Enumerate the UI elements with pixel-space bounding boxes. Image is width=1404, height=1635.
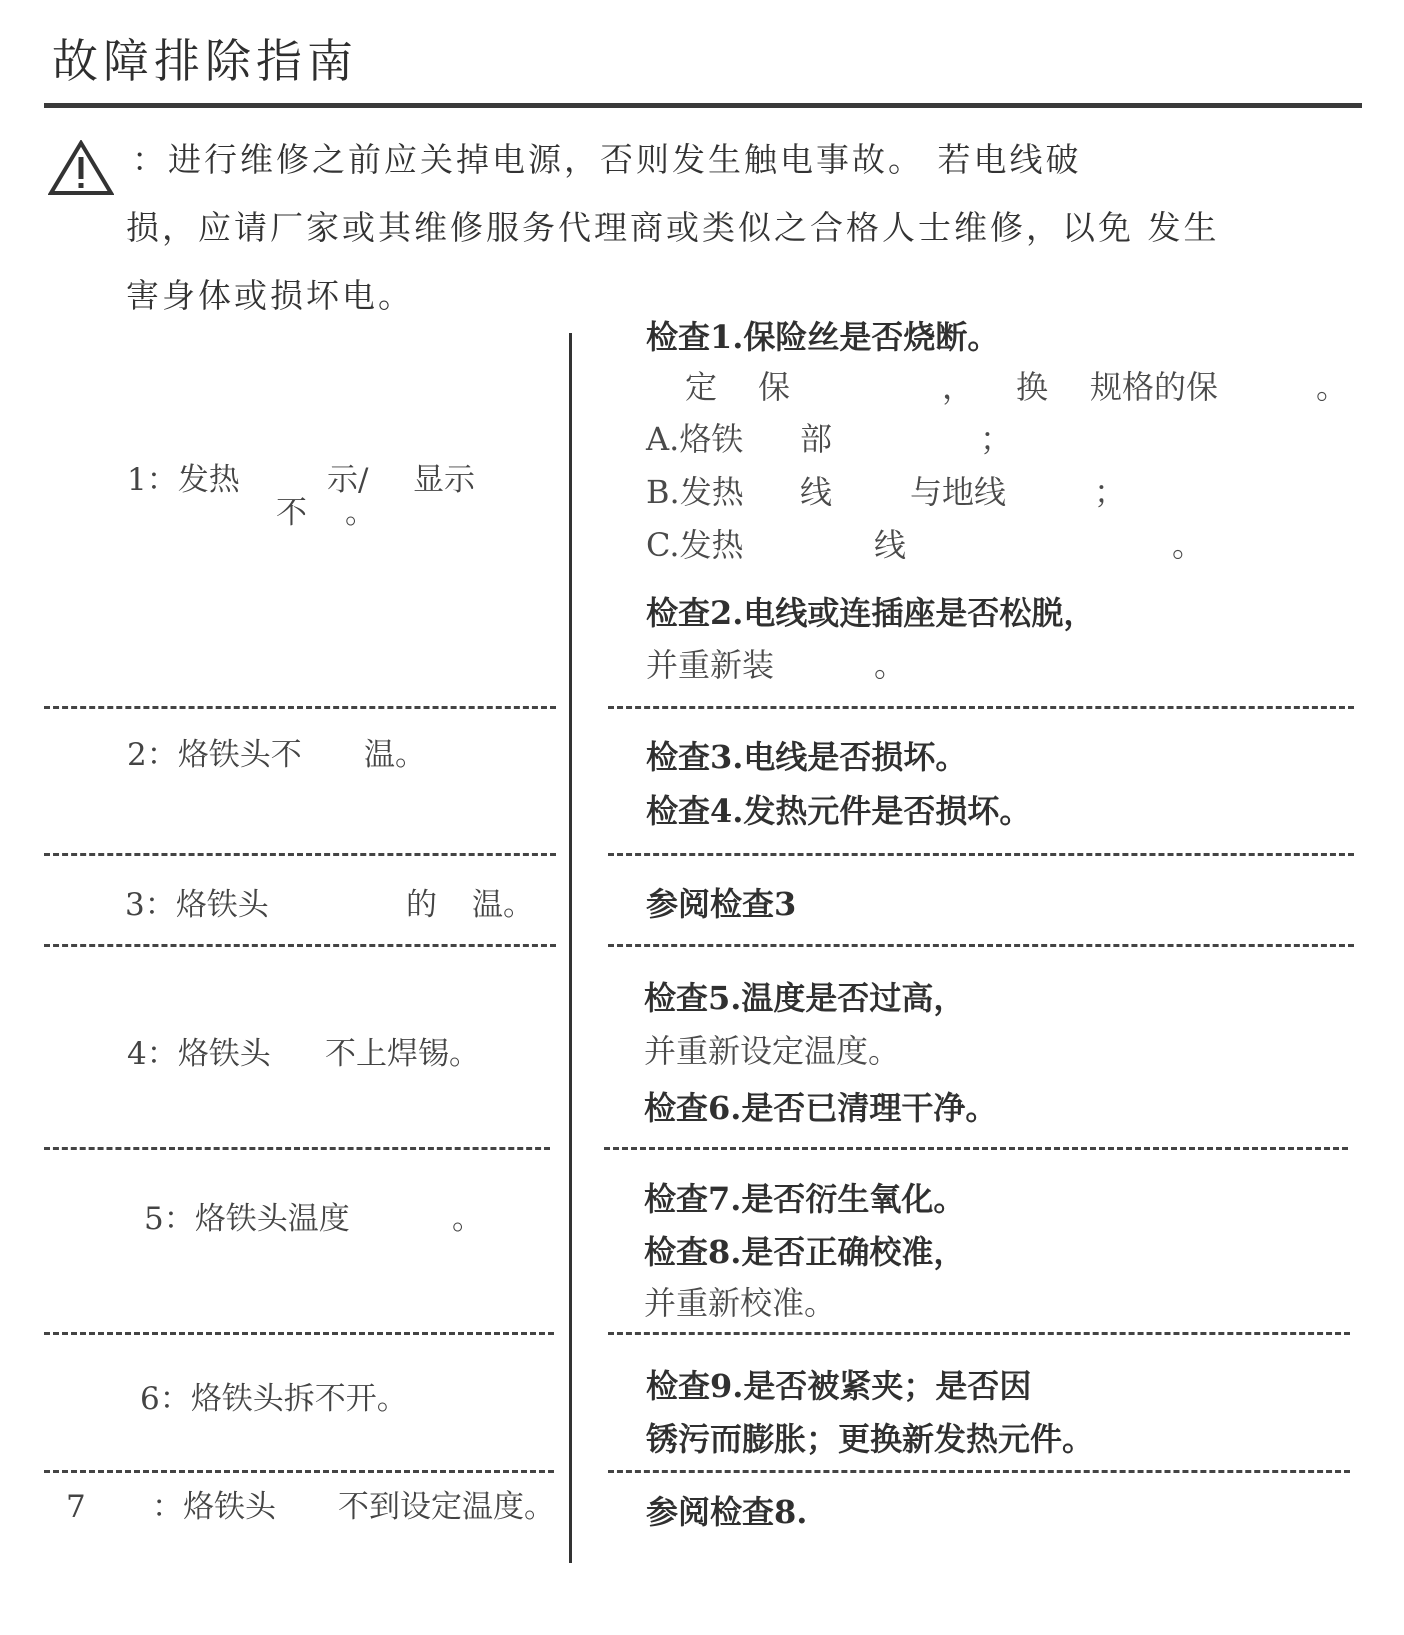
check-8-sub: 并重新校准。 (644, 1284, 837, 1322)
check-4: 检查4.发热元件是否损坏。 (646, 792, 1032, 830)
check-8: 检查8.是否正确校准， (644, 1233, 966, 1271)
warning-line-3: 害身体或损坏电。 (126, 276, 414, 315)
check-1-sub: ， (942, 368, 975, 406)
check-5: 检查5.温度是否过高， (644, 979, 966, 1017)
page-title: 故障排除指南 (52, 34, 358, 88)
check-9-line-1: 检查9.是否被紧夹；是否因 (646, 1367, 1032, 1405)
problem-3: 3：烙铁头 (125, 887, 269, 923)
column-divider (569, 333, 572, 1563)
check-1-c-part: 线 (874, 526, 907, 564)
check-1-b-part: ； (1094, 473, 1127, 511)
check-1-a-part: ； (980, 420, 1013, 458)
check-2: 检查2.电线或连插座是否松脱， (646, 594, 1096, 632)
problem-7-part: ：烙铁头 (152, 1489, 276, 1525)
row-divider-left (44, 853, 556, 856)
check-2-sub: 并重新装 (646, 646, 775, 684)
check-1-b-part: 线 (800, 473, 833, 511)
problem-3-part: 的 (406, 887, 437, 923)
ref-check-8: 参阅检查8. (646, 1493, 808, 1531)
warning-line-1: ：进行维修之前应关掉电源，否则发生触电事故。 若电线破 (132, 140, 1082, 179)
row-divider-right (608, 853, 1354, 856)
check-1-c: C.发热 (646, 526, 744, 564)
check-3: 检查3.电线是否损坏。 (646, 738, 968, 776)
check-1-a: A.烙铁 (646, 420, 744, 458)
problem-1-part: 。 (345, 495, 376, 531)
check-1-a-part: 部 (800, 420, 833, 458)
row-divider-left (44, 1332, 554, 1335)
row-divider-right (608, 1332, 1350, 1335)
warning-triangle-icon (48, 140, 114, 196)
row-divider-left (44, 944, 556, 947)
problem-3-part: 温。 (472, 887, 534, 923)
check-5-sub: 并重新设定温度。 (644, 1032, 901, 1070)
problem-1-part: 示/ (327, 462, 369, 498)
check-1-b: B.发热 (646, 473, 744, 511)
check-1-sub: 规格的保 (1090, 368, 1219, 406)
check-9-line-2: 锈污而膨胀；更换新发热元件。 (646, 1420, 1095, 1458)
check-1-sub: 换 (1016, 368, 1049, 406)
row-divider-right (604, 1147, 1348, 1150)
problem-4-part: 不上焊锡。 (325, 1036, 480, 1072)
check-1: 检查1.保险丝是否烧断。 (646, 318, 1000, 356)
problem-7: 7 (66, 1489, 86, 1525)
problem-5: 5：烙铁头温度 (144, 1201, 350, 1237)
problem-1-part: 不 (276, 495, 307, 531)
check-1-sub: 定 (685, 368, 718, 406)
check-1-b-part: 与地线 (910, 473, 1007, 511)
check-6: 检查6.是否已清理干净。 (644, 1089, 998, 1127)
problem-1-part: 显示 (413, 462, 475, 498)
row-divider-right (608, 706, 1354, 709)
warning-line-2: 损，应请厂家或其维修服务代理商或类似之合格人士维修，以免 发生 (126, 208, 1220, 247)
problem-5-part: 。 (452, 1201, 483, 1237)
check-2-sub: 。 (874, 646, 907, 684)
check-1-sub: 保 (758, 368, 791, 406)
check-7: 检查7.是否衍生氧化。 (644, 1180, 966, 1218)
problem-6: 6：烙铁头拆不开。 (140, 1381, 408, 1417)
problem-1: 1：发热 (127, 462, 240, 498)
check-1-c-part: 。 (1172, 526, 1205, 564)
row-divider-right (608, 944, 1354, 947)
title-underline (44, 103, 1362, 108)
row-divider-left (44, 706, 556, 709)
row-divider-left (44, 1470, 554, 1473)
problem-2-part: 温。 (364, 737, 426, 773)
problem-7-part: 不到设定温度。 (338, 1489, 555, 1525)
row-divider-left (44, 1147, 550, 1150)
check-1-sub: 。 (1316, 368, 1349, 406)
problem-2: 2：烙铁头不 (127, 737, 302, 773)
ref-check-3: 参阅检查3 (646, 885, 797, 923)
row-divider-right (608, 1470, 1350, 1473)
problem-4: 4：烙铁头 (127, 1036, 271, 1072)
